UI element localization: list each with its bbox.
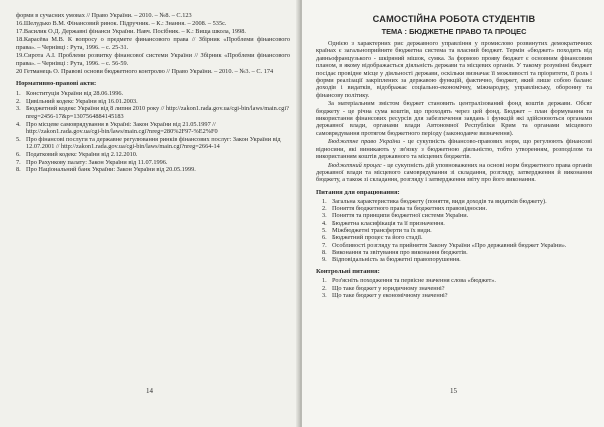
item-text: Поняття та принципи бюджетної системи України. xyxy=(332,212,469,220)
item-text: Роз'ясніть походження та первісне значення слова «бюджет». xyxy=(332,277,496,285)
item-number: 2. xyxy=(16,97,21,105)
item-text: Бюджетна класифікація та її призначення. xyxy=(332,219,445,227)
reference-item: 17.Василик О.Д. Державні фінанси України. Навч. Посібник. – К.: Вища школа, 1998. xyxy=(16,28,246,36)
list-item xyxy=(322,277,592,284)
control-questions-heading: Контрольні питання: xyxy=(316,268,380,276)
item-number: 5. xyxy=(322,226,327,234)
item-number: 4. xyxy=(16,120,21,128)
item-text: Про Національний банк України: Закон України від 20.05.1999. xyxy=(26,166,196,174)
item-number: 8. xyxy=(322,248,327,256)
list-item xyxy=(322,285,592,292)
item-number: 3. xyxy=(322,291,327,299)
paragraph: За матеріальним змістом бюджет становить централізований фонд коштів держави. Обсяг бюджету - це річна сума коштів, що проходять через цей фонд. Бюджет – план формування та використання фінансових ресурсів для забезпечення завдань і функцій які здійснюються органами державної влади, органами влади Автономної Республіки Крим та органами місцевого самоврядування протягом бюджетного періоду (законодавче визначення). xyxy=(316,100,592,137)
item-text: Міжбюджетні трансферти та їх види. xyxy=(332,226,432,234)
reference-item: 16.Шелудько В.М. Фінансовий ринок. Підручник. – К.: Знання. – 2008. – 535с. xyxy=(16,20,227,28)
item-text: Бюджетний процес та його стадії. xyxy=(332,234,423,242)
list-item xyxy=(16,151,290,159)
item-text: Про фінансові послуги та державне регулювання ринків фінансових послуг: Закон України від 12.07.2001 // http://zakon1.rada.gov.ua/cgi-bin/laws/main.cgi?nreg=2664-14 xyxy=(26,135,281,151)
item-number: 1. xyxy=(322,277,327,285)
list-item xyxy=(16,105,290,120)
item-text: Загальна характеристика бюджету (поняття, види доходів та видатків бюджету). xyxy=(332,197,547,205)
item-text: Про місцеве самоврядування в Україні: Закон України від 21.05.1997 // http://zakon1.rada.gov.ua/cgi-bin/laws/main.cgi?nreg=280%2F97-%E2%F0 xyxy=(26,120,218,136)
theme-heading: ТЕМА : БЮДЖЕТНЕ ПРАВО ТА ПРОЦЕС xyxy=(381,27,527,36)
item-number: 2. xyxy=(322,205,327,213)
page-number: 15 xyxy=(450,387,457,395)
list-item xyxy=(16,121,290,136)
list-item xyxy=(322,242,592,249)
reference-item: 18.Карасёва М.В. К вопросу о предмете финансового права // Збірник «Проблеми фінансового права». – Чернівці : Рута, 1996. – с. 25-31. xyxy=(16,36,290,51)
italic-term: Бюджетний процес xyxy=(328,161,382,169)
item-text: Поняття бюджетного права та бюджетних правовідносин. xyxy=(332,205,488,213)
item-text: Що таке бюджет у економічному значенні? xyxy=(332,291,448,299)
page-number: 14 xyxy=(146,387,153,395)
item-text: Податковий кодекс України від 2.12.2010. xyxy=(26,151,138,158)
item-text: Що таке бюджет у юридичному значенні? xyxy=(332,284,445,292)
reference-list xyxy=(16,12,290,75)
paragraph: Однією з характерних рис державного управління у промислово розвинутих демократичних країнах є загальноприйняте бюджетна система та власний бюджет. Термін «бюджет» походить від давньофранцузького - шкіряний мішок, сумка. За формою прояву бюджет є основним фінансовим планом, в якому відображається діяльність держави та місцевих органів. У такому розумінні бюджет посідає провідне місце у діяльності держави, оскільки визначає її можливості та пріоритети, її роль і форми реалізації закріплених за державою функцій, фактично, бюджет, який лише собою баланс доходів і видатків, відображає соціально-економічну, міжнародну, управлінську, оборонну та фінансову політику. xyxy=(316,40,592,99)
paragraph: Бюджетне право України - це сукупність фінансово-правових норм, що регулюють фінансові відносини, які виникають у зв'язку з бюджетною діяльністю, тобто утворенням, розподілом та використанням коштів державного та місцевих бюджетів. xyxy=(316,138,592,161)
reference-item: 20 Гетманець О. Правові основи бюджетного контролю // Право України. – 2010. – №3. – С. 174 xyxy=(16,67,274,75)
item-number: 8. xyxy=(16,166,21,174)
list-item xyxy=(322,198,592,205)
item-number: 6. xyxy=(16,151,21,158)
list-item xyxy=(16,98,290,106)
item-number: 7. xyxy=(16,158,21,166)
discussion-list xyxy=(316,198,592,264)
list-item xyxy=(16,166,290,174)
discussion-heading: Питання для опрацювання: xyxy=(316,188,400,196)
item-text: Виконання та звітування про виконання бюджетів. xyxy=(332,248,468,256)
right-page xyxy=(302,0,604,427)
list-item xyxy=(322,249,592,256)
item-number: 1. xyxy=(16,90,21,98)
item-text: Бюджетний кодекс України від 8 липня 2010 року // http://zakon1.rada.gov.ua/cgi-bin/laws/main.cgi?nreg=2456-17&p=1307564884145183 xyxy=(26,105,289,121)
reference-item: форми в сучасних умовах // Право України. – 2010. – №8. – С.123 xyxy=(16,12,192,19)
list-item xyxy=(322,220,592,227)
list-item xyxy=(322,212,592,219)
item-text: Про Рахункову палату: Закон України від 11.07.1996. xyxy=(26,158,168,166)
list-item xyxy=(322,292,592,299)
item-number: 5. xyxy=(16,135,21,143)
item-text: Відповідальність за бюджетні правопорушення. xyxy=(332,256,461,264)
list-item xyxy=(16,159,290,167)
list-item xyxy=(322,234,592,241)
item-number: 1. xyxy=(322,197,327,205)
control-questions-list xyxy=(316,277,592,299)
list-item xyxy=(322,256,592,263)
list-item xyxy=(16,136,290,151)
item-text: Особливості розгляду та прийняття Закону України «Про державний бюджет України». xyxy=(332,241,567,249)
paragraph: Бюджетний процес - це сукупність дій уповноважених на основі норм бюджетного права органів державної влади та місцевого самоврядування зі складання, розгляду, затвердження й виконання бюджету, а також зі складання, розгляду і затвердження звіту про його виконання. xyxy=(316,161,593,184)
normative-acts-heading: Нормативно-правові акти: xyxy=(16,80,97,88)
item-number: 3. xyxy=(16,105,21,113)
item-number: 9. xyxy=(322,256,327,264)
normative-acts-list xyxy=(16,90,290,174)
page-title: САМОСТІЙНА РОБОТА СТУДЕНТІВ xyxy=(372,14,536,24)
list-item xyxy=(16,90,290,98)
item-number: 2. xyxy=(322,284,327,292)
item-text: Цивільний кодекс України від 16.01.2003. xyxy=(26,97,138,105)
item-text: Конституція України від 28.06.1996. xyxy=(26,90,124,98)
list-item xyxy=(322,227,592,234)
item-number: 4. xyxy=(322,219,327,227)
item-number: 3. xyxy=(322,212,327,220)
item-number: 7. xyxy=(322,241,327,249)
left-page xyxy=(0,0,300,427)
list-item xyxy=(322,205,592,212)
reference-item: 19.Сирота А.І. Проблеми розвитку фінансової системи України // Збірник «Проблеми фінансового права». – Чернівці : Рута, 1996. – с. 56-59. xyxy=(16,51,290,67)
item-number: 6. xyxy=(322,234,327,242)
italic-term: Бюджетне право України xyxy=(328,138,401,146)
